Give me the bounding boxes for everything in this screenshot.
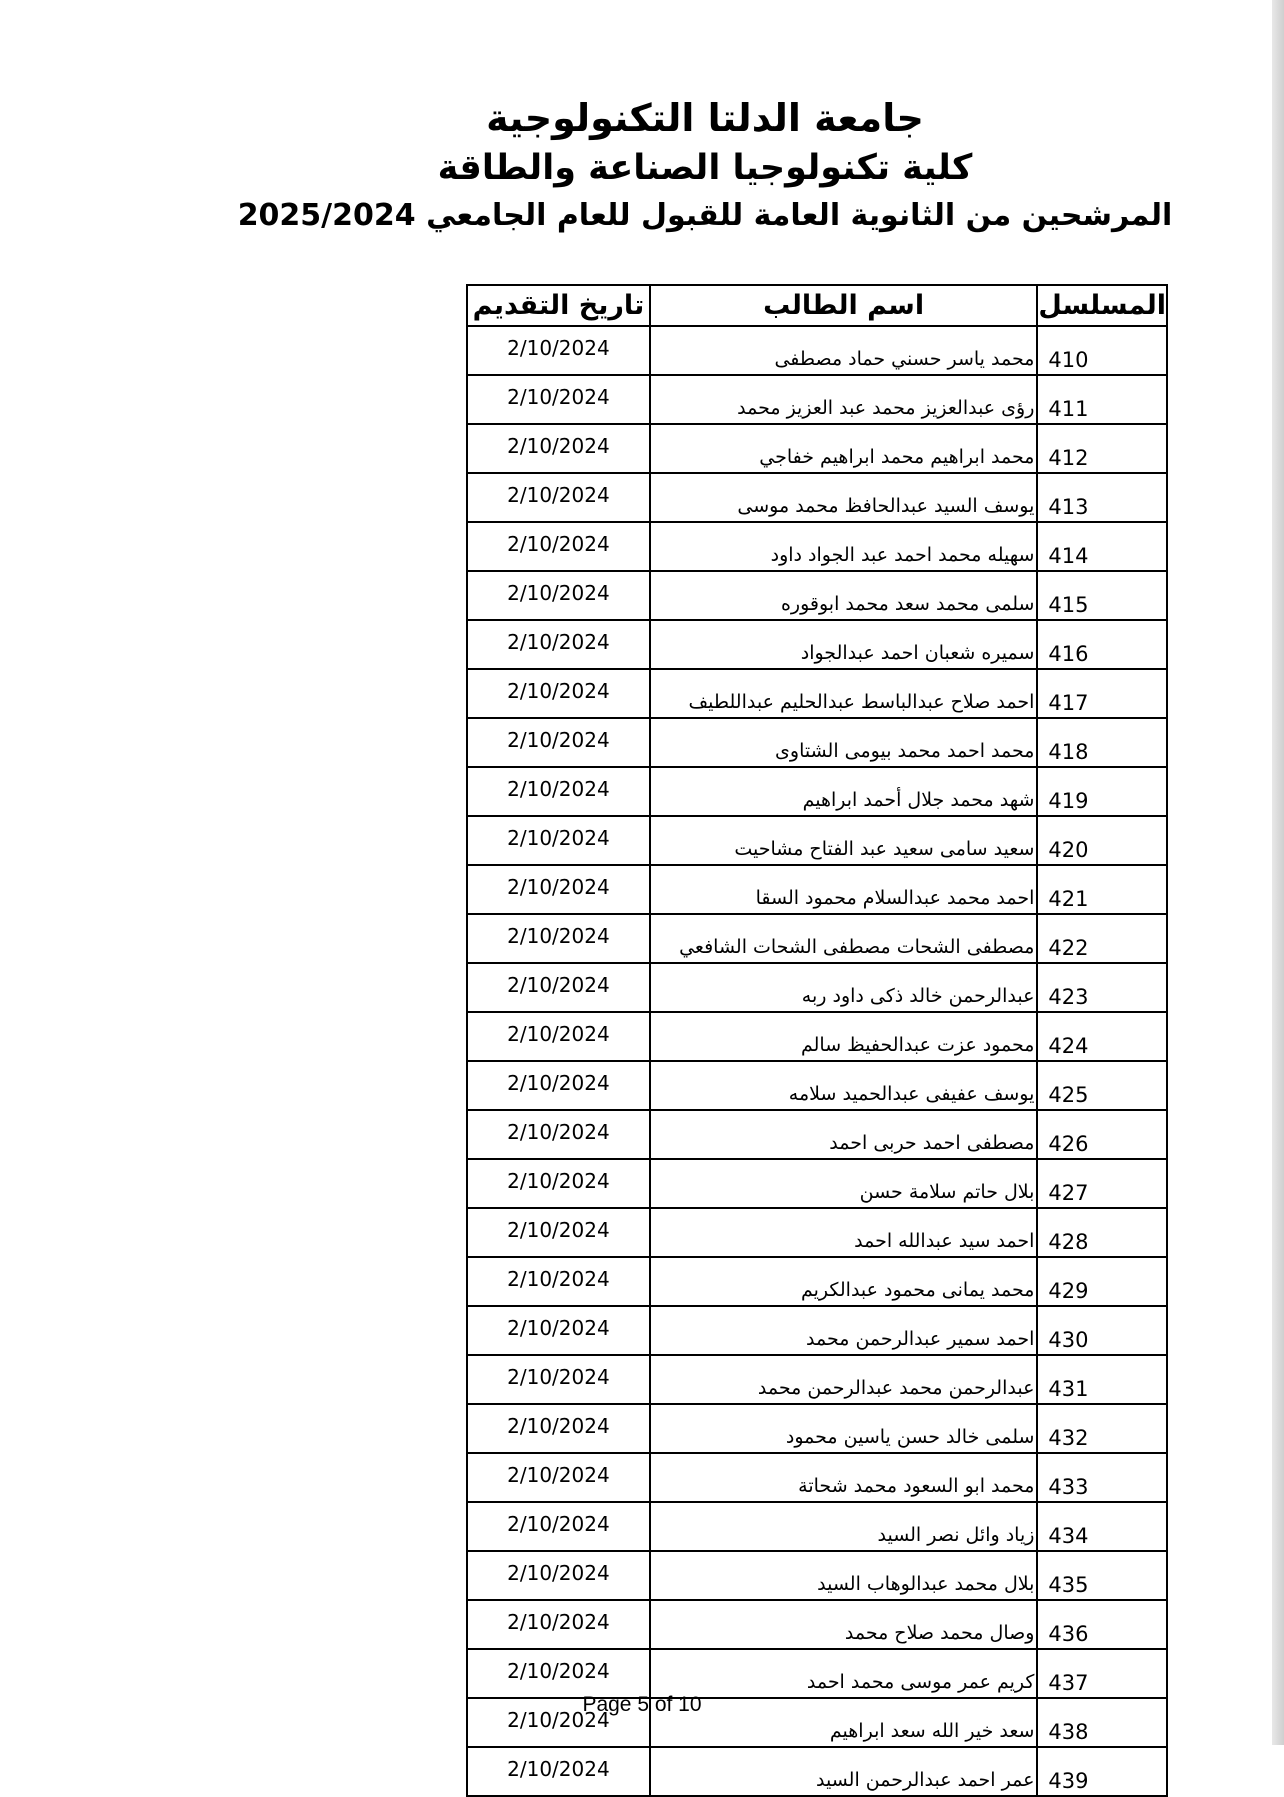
serial-cell: 428 [1037,1208,1167,1257]
student-name-cell: احمد سمير عبدالرحمن محمد [650,1306,1038,1355]
table-header [467,285,1167,326]
application-date-cell: 2/10/2024 [467,620,650,669]
application-date-cell: 2/10/2024 [467,1061,650,1110]
application-date-cell: 2/10/2024 [467,718,650,767]
student-name-cell: احمد سيد عبدالله احمد [650,1208,1038,1257]
application-date-cell: 2/10/2024 [467,1159,650,1208]
table-row [467,1355,1167,1404]
student-name-cell: بلال محمد عبدالوهاب السيد [650,1551,1038,1600]
table-row [467,1159,1167,1208]
student-name-cell: احمد محمد عبدالسلام محمود السقا [650,865,1038,914]
table-row [467,1747,1167,1796]
serial-cell: 437 [1037,1649,1167,1698]
application-date-cell: 2/10/2024 [467,816,650,865]
student-name-cell: محمد ابراهيم محمد ابراهيم خفاجي [650,424,1038,473]
application-date-cell: 2/10/2024 [467,1551,650,1600]
serial-cell: 411 [1037,375,1167,424]
application-date-cell: 2/10/2024 [467,1257,650,1306]
table-row [467,865,1167,914]
table-row [467,767,1167,816]
application-date-cell: 2/10/2024 [467,1404,650,1453]
column-header-date: تاريخ التقديم [467,285,650,326]
table-row [467,963,1167,1012]
application-date-cell: 2/10/2024 [467,963,650,1012]
header-row [467,285,1167,326]
student-name-cell: سهيله محمد احمد عبد الجواد داود [650,522,1038,571]
application-date-cell: 2/10/2024 [467,1306,650,1355]
students-table [466,284,1168,1797]
serial-cell: 416 [1037,620,1167,669]
serial-cell: 429 [1037,1257,1167,1306]
application-date-cell: 2/10/2024 [467,914,650,963]
application-date-cell: 2/10/2024 [467,865,650,914]
serial-cell: 421 [1037,865,1167,914]
serial-cell: 430 [1037,1306,1167,1355]
table-row [467,1649,1167,1698]
table-row [467,424,1167,473]
application-date-cell: 2/10/2024 [467,1502,650,1551]
serial-cell: 420 [1037,816,1167,865]
serial-cell: 412 [1037,424,1167,473]
serial-cell: 433 [1037,1453,1167,1502]
serial-cell: 417 [1037,669,1167,718]
student-name-cell: سميره شعبان احمد عبدالجواد [650,620,1038,669]
serial-cell: 419 [1037,767,1167,816]
table-row [467,620,1167,669]
student-name-cell: سلمى خالد حسن ياسين محمود [650,1404,1038,1453]
student-name-cell: يوسف عفيفى عبدالحميد سلامه [650,1061,1038,1110]
table-row [467,669,1167,718]
student-name-cell: سلمى محمد سعد محمد ابوقوره [650,571,1038,620]
table-row [467,1208,1167,1257]
serial-cell: 413 [1037,473,1167,522]
page-number: Page 5 of 10 [582,1693,702,1716]
column-header-name: اسم الطالب [650,285,1038,326]
student-name-cell: محمود عزت عبدالحفيظ سالم [650,1012,1038,1061]
student-name-cell: زياد وائل نصر السيد [650,1502,1038,1551]
serial-cell: 423 [1037,963,1167,1012]
application-date-cell: 2/10/2024 [467,1649,650,1698]
serial-cell: 414 [1037,522,1167,571]
serial-cell: 410 [1037,326,1167,375]
application-date-cell: 2/10/2024 [467,1698,650,1747]
table-row [467,1257,1167,1306]
student-name-cell: بلال حاتم سلامة حسن [650,1159,1038,1208]
application-date-cell: 2/10/2024 [467,571,650,620]
serial-cell: 427 [1037,1159,1167,1208]
student-name-cell: عبدالرحمن خالد ذكى داود ربه [650,963,1038,1012]
student-name-cell: وصال محمد صلاح محمد [650,1600,1038,1649]
table-row [467,522,1167,571]
student-name-cell: يوسف السيد عبدالحافظ محمد موسى [650,473,1038,522]
student-name-cell: احمد صلاح عبدالباسط عبدالحليم عبداللطيف [650,669,1038,718]
table-row [467,326,1167,375]
table-row [467,1061,1167,1110]
serial-cell: 424 [1037,1012,1167,1061]
application-date-cell: 2/10/2024 [467,1012,650,1061]
application-date-cell: 2/10/2024 [467,375,650,424]
serial-cell: 426 [1037,1110,1167,1159]
serial-cell: 415 [1037,571,1167,620]
application-date-cell: 2/10/2024 [467,424,650,473]
page-edge-shadow [1272,0,1284,1745]
student-name-cell: سعيد سامى سعيد عبد الفتاح مشاحيت [650,816,1038,865]
application-date-cell: 2/10/2024 [467,1355,650,1404]
serial-cell: 439 [1037,1747,1167,1796]
document-subtitle: المرشحين من الثانوية العامة للقبول للعام الجامعي 2025/2024 [237,198,1173,233]
student-name-cell: محمد ابو السعود محمد شحاتة [650,1453,1038,1502]
serial-cell: 435 [1037,1551,1167,1600]
application-date-cell: 2/10/2024 [467,473,650,522]
student-name-cell: كريم عمر موسى محمد احمد [650,1649,1038,1698]
table-row [467,1110,1167,1159]
column-header-serial: المسلسل [1037,285,1167,326]
table-row [467,1551,1167,1600]
student-name-cell: سعد خير الله سعد ابراهيم [650,1698,1038,1747]
serial-cell: 434 [1037,1502,1167,1551]
application-date-cell: 2/10/2024 [467,1600,650,1649]
table-row [467,1502,1167,1551]
table-row [467,914,1167,963]
table-row [467,473,1167,522]
student-name-cell: رؤى عبدالعزيز محمد عبد العزيز محمد [650,375,1038,424]
student-name-cell: عمر احمد عبدالرحمن السيد [650,1747,1038,1796]
university-title: جامعة الدلتا التكنولوجية [486,96,924,140]
student-name-cell: عبدالرحمن محمد عبدالرحمن محمد [650,1355,1038,1404]
application-date-cell: 2/10/2024 [467,326,650,375]
table-row [467,1600,1167,1649]
table-body [467,326,1167,1796]
student-name-cell: محمد ياسر حسني حماد مصطفى [650,326,1038,375]
table-row [467,571,1167,620]
student-name-cell: مصطفى احمد حربى احمد [650,1110,1038,1159]
application-date-cell: 2/10/2024 [467,1110,650,1159]
application-date-cell: 2/10/2024 [467,1208,650,1257]
application-date-cell: 2/10/2024 [467,669,650,718]
faculty-title: كلية تكنولوجيا الصناعة والطاقة [437,148,973,188]
serial-cell: 436 [1037,1600,1167,1649]
serial-cell: 422 [1037,914,1167,963]
student-name-cell: محمد احمد محمد بيومى الشتاوى [650,718,1038,767]
serial-cell: 431 [1037,1355,1167,1404]
application-date-cell: 2/10/2024 [467,1747,650,1796]
table-row [467,816,1167,865]
serial-cell: 432 [1037,1404,1167,1453]
table-row [467,718,1167,767]
table-row [467,1453,1167,1502]
serial-cell: 418 [1037,718,1167,767]
application-date-cell: 2/10/2024 [467,767,650,816]
student-name-cell: شهد محمد جلال أحمد ابراهيم [650,767,1038,816]
table-row [467,375,1167,424]
serial-cell: 438 [1037,1698,1167,1747]
table-row [467,1012,1167,1061]
student-name-cell: محمد يمانى محمود عبدالكريم [650,1257,1038,1306]
application-date-cell: 2/10/2024 [467,1453,650,1502]
student-name-cell: مصطفى الشحات مصطفى الشحات الشافعي [650,914,1038,963]
application-date-cell: 2/10/2024 [467,522,650,571]
table-row [467,1404,1167,1453]
serial-cell: 425 [1037,1061,1167,1110]
table-row [467,1306,1167,1355]
